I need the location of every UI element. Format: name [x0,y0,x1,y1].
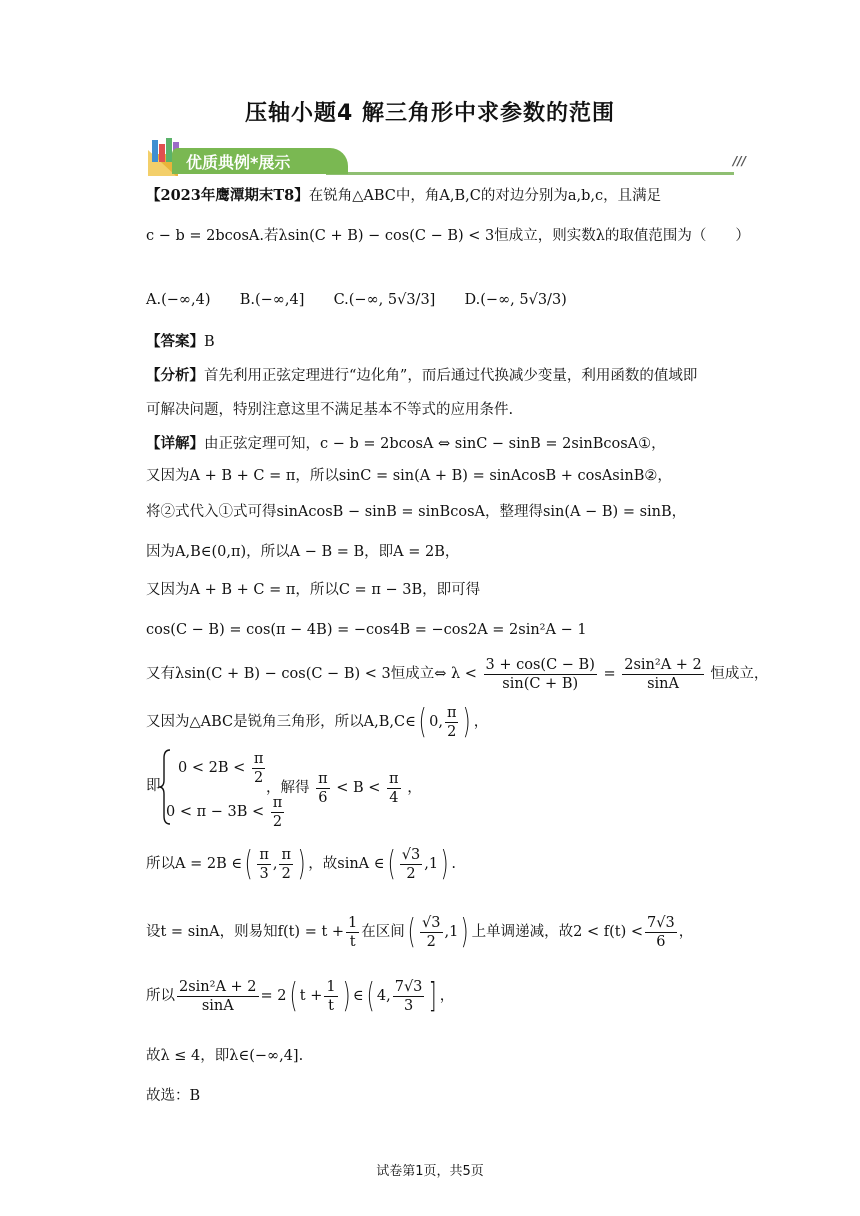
answer-tag: 【答案】 [146,333,204,350]
solution-line-7: 又有λsin(C + B) − cos(C − B) < 3恒成立⇔ λ < $\frac{3 + \cos(C - B)}{\sin(C + B)}$ = $\frac{\text{2sin²A + 2}}{\sin A}$ 恒成立， [146,656,769,692]
solution-line-3: 将②式代入①式可得sinAcosB − sinB = sinBcosA，整理得sin(A − B) = sinB， [146,504,687,520]
problem-line-2: c − b = 2bcosA.若λsin(C + B) − cos(C − B) < 3恒成立，则实数λ的取值范围为（ ） [146,228,750,244]
solution-line-14: 故选：B [146,1088,201,1104]
page-footer: 试卷第1页，共5页 [376,1164,484,1179]
option-b: B.(−∞,4] [239,292,305,308]
solution-line-2: 又因为A + B + C = π，所以sinC = sin(A + B) = sinAcosB + cosAsinB②， [146,468,672,484]
analysis-tag: 【分析】 [146,367,204,384]
fraction: $\frac{3 + \cos(C - B)}{\sin(C + B)}$ [485,656,595,692]
solution-line-1: 【详解】由正弦定理可知，c − b = 2bcosA ⇔ sinC − sinB = 2sinBcosA①， [146,435,666,452]
system-prefix: 即 [146,778,161,794]
system-solution: ，解得 $\frac{\pi}{6}$ < B < $\frac{\pi}{4}$ ， [266,770,422,806]
analysis-line-2: 可解决问题，特别注意这里不满足基本不等式的应用条件. [146,402,514,418]
solution-line-5: 又因为A + B + C = π，所以C = π − 3B，即可得 [146,582,481,598]
fraction: $\frac{\text{2sin²A + 2}}{\sin A}$ [624,656,702,692]
solution-line-13: 故λ ≤ 4，即λ∈(−∞,4]. [146,1048,304,1064]
section-banner [146,138,746,178]
solution-line-6: cos(C − B) = cos(π − 4B) = −cos4B = −cos2A = 2sin²A − 1 [146,622,587,638]
problem-text-1: 在锐角△ABC中，角A,B,C的对边分别为a,b,c，且满足 [308,188,662,204]
system-ineq-1: 0 < 2B < $\frac{\pi}{2}$ [178,750,264,786]
option-a: A.(−∞,4) [146,292,211,308]
banner-label: 优质典例*展示 [186,153,291,172]
option-d: D.(−∞, 5√3/3) [464,292,567,308]
solution-line-4: 因为A,B∈(0,π)，所以A − B = B，即A = 2B， [146,544,460,560]
analysis-line-1: 【分析】首先利用正弦定理进行“边化角”，而后通过代换减少变量，利用函数的值域即 [146,367,698,384]
page-title: 压轴小题4 解三角形中求参数的范围 [245,101,615,126]
solution-line-10: 所以A = 2B ∈( $\frac{\pi}{3}$ , $\frac{\pi}{2}$ ) ，故sinA ∈( $\frac{√3}{2}$ ,1) . [146,844,456,884]
system-ineq-2: 0 < π − 3B < $\frac{\pi}{2}$ [166,794,283,830]
solution-line-8: 又因为△ABC是锐角三角形，所以A,B,C∈( 0, $\frac{\pi}{2}$ ) ， [146,702,489,742]
options-row [146,282,567,318]
solution-line-11: 设t = sinA，则易知f(t) = t + $\frac{1}{t}$ 在区间( $\frac{√3}{2}$ ,1) 上单调递减，故2 < f(t) < $\frac{7√3}{6}$ ， [146,912,694,952]
option-c: C.(−∞, 5√3/3] [333,292,436,308]
problem-source: 【2023年鹰潭期末T8】 [146,187,309,204]
answer-value: B [204,334,215,350]
banner-underline [326,172,734,175]
answer-line [146,332,215,352]
solution-tag: 【详解】 [146,435,204,452]
solution-line-12: 所以 $\frac{\text{2sin²A + 2}}{\sin A}$ = 2( t + $\frac{1}{t}$ ) ∈( 4, $\frac{7√3}{3}$ ] ， [146,976,455,1016]
problem-line-1 [146,186,661,206]
banner-slashes: /// [732,154,746,168]
